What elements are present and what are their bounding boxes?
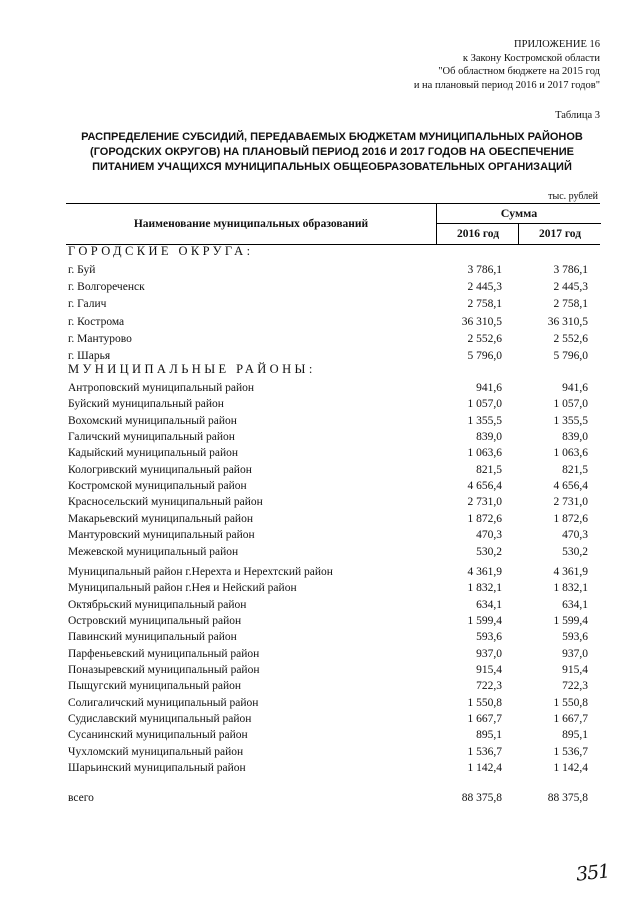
- units-label: тыс. рублей: [548, 191, 598, 202]
- value-2017: 36 310,5: [547, 315, 588, 328]
- value-2016: 634,1: [476, 598, 502, 611]
- column-header-2017: 2017 год: [518, 224, 601, 244]
- title-line: ПИТАНИЕМ УЧАЩИХСЯ МУНИЦИПАЛЬНЫХ ОБЩЕОБРАЗОВАТЕЛЬНЫХ ОРГАНИЗАЦИЙ: [92, 161, 572, 173]
- municipality-name: Судиславский муниципальный район: [68, 713, 252, 725]
- value-2017: 941,6: [562, 382, 588, 394]
- value-2016: 1 599,4: [467, 614, 502, 627]
- value-2016: 5 796,0: [467, 350, 502, 362]
- municipality-name: Антроповский муниципальный район: [68, 382, 255, 394]
- municipality-name: Солигаличский муниципальный район: [68, 696, 259, 709]
- municipality-name: Муниципальный район г.Нерехта и Нерехтский район: [68, 565, 333, 578]
- table-row: [68, 262, 600, 278]
- section-heading-cities: ГОРОДСКИЕ ОКРУГА:: [68, 244, 254, 258]
- value-2017: 2 758,1: [553, 298, 588, 311]
- value-2017: 1 063,6: [553, 447, 588, 460]
- table-row: [68, 396, 600, 412]
- municipality-name: г. Волгореченск: [68, 281, 145, 294]
- value-2017: 722,3: [562, 680, 588, 693]
- value-2017: 1 667,7: [553, 713, 588, 725]
- value-2017: 1 550,8: [553, 696, 588, 709]
- table-row: [68, 744, 600, 760]
- value-2016: 2 552,6: [467, 332, 502, 345]
- table-row: [68, 445, 600, 461]
- table-row: [68, 760, 600, 776]
- value-2017: 1 599,4: [553, 614, 588, 627]
- value-2016: 2 731,0: [467, 496, 502, 509]
- total-label: всего: [68, 792, 94, 804]
- total-2016: 88 375,8: [461, 792, 502, 804]
- page-number: 351: [574, 860, 611, 886]
- municipality-name: Островский муниципальный район: [68, 614, 242, 627]
- table-row: [68, 629, 600, 645]
- value-2017: 4 656,4: [553, 480, 588, 493]
- table-row: [68, 462, 600, 478]
- value-2016: 1 536,7: [467, 745, 502, 758]
- value-2017: 937,0: [562, 647, 588, 660]
- value-2017: 1 832,1: [553, 582, 588, 595]
- appendix-line: к Закону Костромской области: [462, 52, 600, 64]
- value-2016: 1 063,6: [467, 447, 502, 460]
- value-2017: 821,5: [562, 463, 588, 476]
- table-header: [66, 203, 600, 245]
- municipality-name: Поназыревский муниципальный район: [68, 663, 260, 676]
- table-row: [68, 580, 600, 596]
- municipality-name: Чухломский муниципальный район: [68, 745, 244, 758]
- appendix-line: ПРИЛОЖЕНИЕ 16: [514, 39, 600, 50]
- appendix-line: "Об областном бюджете на 2015 год: [438, 66, 600, 77]
- value-2017: 839,0: [562, 431, 588, 444]
- table-row: [68, 279, 600, 295]
- table-row: [68, 413, 600, 429]
- table-row: [68, 527, 600, 543]
- table-row: [68, 678, 600, 694]
- value-2017: 915,4: [562, 663, 588, 676]
- municipality-name: Красносельский муниципальный район: [68, 496, 263, 509]
- municipality-name: г. Буй: [68, 264, 96, 276]
- municipality-name: Костромской муниципальный район: [68, 480, 247, 493]
- value-2016: 4 656,4: [467, 480, 502, 493]
- municipality-name: Кадыйский муниципальный район: [68, 447, 239, 460]
- value-2016: 895,1: [476, 729, 502, 742]
- column-header-name: Наименование муниципальных образований: [133, 218, 369, 230]
- document-title: [62, 130, 602, 175]
- value-2016: 1 832,1: [467, 582, 502, 595]
- value-2017: 1 872,6: [553, 512, 588, 525]
- value-2017: 3 786,1: [553, 264, 588, 276]
- table-row: [68, 613, 600, 629]
- value-2017: 5 796,0: [553, 350, 588, 362]
- value-2017: 1 536,7: [553, 745, 588, 758]
- appendix-line: и на плановый период 2016 и 2017 годов": [413, 79, 600, 91]
- value-2016: 941,6: [476, 382, 502, 394]
- municipality-name: г. Кострома: [68, 315, 125, 328]
- value-2017: 1 142,4: [553, 762, 588, 775]
- value-2016: 470,3: [476, 529, 502, 542]
- value-2016: 1 057,0: [467, 398, 502, 411]
- value-2016: 36 310,5: [461, 315, 502, 328]
- section-heading-districts: МУНИЦИПАЛЬНЫЕ РАЙОНЫ:: [68, 362, 316, 376]
- value-2016: 937,0: [476, 647, 502, 660]
- table-row: [68, 695, 600, 711]
- total-row: [68, 790, 600, 806]
- municipality-name: Сусанинский муниципальный район: [68, 729, 248, 742]
- table-row: [68, 597, 600, 613]
- value-2017: 593,6: [562, 631, 588, 644]
- value-2016: 593,6: [476, 631, 502, 644]
- value-2017: 470,3: [562, 529, 588, 542]
- municipality-name: Парфеньевский муниципальный район: [68, 647, 260, 660]
- value-2017: 1 355,5: [553, 414, 588, 427]
- column-header-sum: Сумма: [436, 204, 601, 224]
- municipality-name: Межевской муниципальный район: [68, 545, 239, 558]
- table-row: [68, 711, 600, 727]
- table-row: [68, 429, 600, 445]
- value-2017: 1 057,0: [553, 398, 588, 411]
- value-2016: 839,0: [476, 431, 502, 444]
- value-2016: 4 361,9: [467, 565, 502, 578]
- table-row: [68, 494, 600, 510]
- municipality-name: Пыщугский муниципальный район: [68, 680, 242, 693]
- municipality-name: г. Шарья: [68, 350, 111, 362]
- value-2016: 1 667,7: [467, 713, 502, 725]
- value-2016: 3 786,1: [467, 264, 502, 276]
- value-2017: 2 552,6: [553, 332, 588, 345]
- table-row: [68, 564, 600, 580]
- value-2016: 530,2: [476, 545, 502, 558]
- municipality-name: г. Галич: [68, 298, 107, 311]
- municipality-name: Павинский муниципальный район: [68, 631, 237, 644]
- municipality-name: г. Мантурово: [68, 332, 132, 345]
- column-header-2016: 2016 год: [436, 224, 519, 244]
- table-row: [68, 646, 600, 662]
- table-row: [68, 380, 600, 396]
- municipality-name: Октябрьский муниципальный район: [68, 598, 247, 611]
- value-2016: 2 445,3: [467, 281, 502, 294]
- value-2017: 634,1: [562, 598, 588, 611]
- appendix-header: [414, 38, 600, 92]
- value-2016: 1 142,4: [467, 762, 502, 775]
- value-2017: 530,2: [562, 545, 588, 558]
- value-2017: 2 731,0: [553, 496, 588, 509]
- total-2017: 88 375,8: [547, 792, 588, 804]
- municipality-name: Буйский муниципальный район: [68, 398, 224, 411]
- municipality-name: Мантуровский муниципальный район: [68, 529, 255, 542]
- municipality-name: Галичский муниципальный район: [68, 431, 235, 444]
- value-2016: 1 355,5: [467, 414, 502, 427]
- value-2016: 821,5: [476, 463, 502, 476]
- municipality-name: Макарьевский муниципальный район: [68, 512, 253, 525]
- table-row: [68, 511, 600, 527]
- value-2017: 2 445,3: [553, 281, 588, 294]
- value-2016: 1 872,6: [467, 512, 502, 525]
- table-row: [68, 544, 600, 560]
- value-2016: 1 550,8: [467, 696, 502, 709]
- table-row: [68, 331, 600, 347]
- table-label: Таблица 3: [555, 110, 600, 121]
- value-2016: 722,3: [476, 680, 502, 693]
- table-row: [68, 727, 600, 743]
- table-row: [68, 314, 600, 330]
- title-line: РАСПРЕДЕЛЕНИЕ СУБСИДИЙ, ПЕРЕДАВАЕМЫХ БЮДЖЕТАМ МУНИЦИПАЛЬНЫХ РАЙОНОВ: [81, 131, 583, 143]
- value-2016: 2 758,1: [467, 298, 502, 311]
- municipality-name: Шарьинский муниципальный район: [68, 762, 246, 775]
- table-row: [68, 296, 600, 312]
- value-2017: 895,1: [562, 729, 588, 742]
- value-2016: 915,4: [476, 663, 502, 676]
- municipality-name: Муниципальный район г.Нея и Нейский район: [68, 582, 297, 595]
- table-row: [68, 478, 600, 494]
- municipality-name: Кологривский муниципальный район: [68, 463, 252, 476]
- title-line: (ГОРОДСКИХ ОКРУГОВ) НА ПЛАНОВЫЙ ПЕРИОД 2016 И 2017 ГОДОВ НА ОБЕСПЕЧЕНИЕ: [90, 146, 574, 158]
- table-row: [68, 662, 600, 678]
- value-2017: 4 361,9: [553, 565, 588, 578]
- municipality-name: Вохомский муниципальный район: [68, 414, 237, 427]
